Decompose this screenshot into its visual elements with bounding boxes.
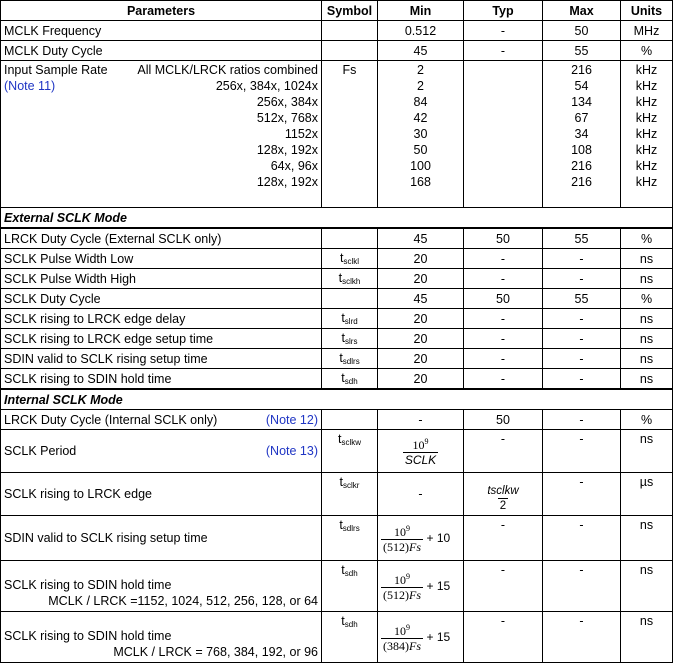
units-value: % xyxy=(621,41,673,61)
typ-value: - xyxy=(464,21,543,41)
condition-label: MCLK / LRCK =1152, 1024, 512, 256, 128, or 64 xyxy=(48,594,318,608)
units-value: ns xyxy=(621,329,673,349)
condition-label: 128x, 192x xyxy=(256,175,318,189)
symbol-cell xyxy=(322,21,378,41)
min-value: 20 xyxy=(378,349,464,369)
header-max: Max xyxy=(543,1,621,21)
typ-value: 50 xyxy=(464,229,543,249)
symbol-cell xyxy=(322,61,378,208)
condition-label: 1152x xyxy=(284,127,318,141)
symbol-cell xyxy=(322,229,378,249)
condition-label: 256x, 384x xyxy=(256,95,318,109)
units-value: ns xyxy=(621,349,673,369)
units-value: ns xyxy=(621,269,673,289)
param-label: SCLK rising to SDIN hold time xyxy=(4,629,172,643)
external-sclk-rows xyxy=(0,228,673,389)
param-label: LRCK Duty Cycle (External SCLK only) xyxy=(1,229,322,249)
condition-label: All MCLK/LRCK ratios combined xyxy=(137,63,318,77)
table-row xyxy=(1,612,673,663)
max-value: - xyxy=(543,269,621,289)
min-value: 45 xyxy=(378,41,464,61)
typ-formula: $\frac{\text{tsclkw}}{2}$ xyxy=(464,473,543,516)
condition-label: MCLK / LRCK = 768, 384, 192, or 96 xyxy=(113,645,318,659)
symbol-cell xyxy=(322,410,378,430)
max-value: - xyxy=(543,249,621,269)
min-value: 20 xyxy=(378,329,464,349)
typ-value: - xyxy=(464,516,543,561)
min-value: 42 xyxy=(413,111,428,125)
symbol-cell xyxy=(322,289,378,309)
max-value: 67 xyxy=(574,111,589,125)
max-value: 55 xyxy=(543,229,621,249)
units-value: kHz xyxy=(635,111,658,125)
symbol-cell: $t_{slrd}$ xyxy=(322,309,378,329)
units-value: % xyxy=(621,410,673,430)
param-label: SCLK rising to LRCK edge setup time xyxy=(1,329,322,349)
units-value: kHz xyxy=(635,159,658,173)
typ-value: - xyxy=(464,329,543,349)
formula-fraction: $\frac{10^9}{\text{SCLK}}$ xyxy=(404,437,437,467)
table-row xyxy=(1,329,673,349)
units-value: ns xyxy=(621,430,673,473)
units-value: ns xyxy=(621,612,673,663)
units-value: % xyxy=(621,229,673,249)
param-label: Input Sample Rate xyxy=(4,63,108,77)
table-row xyxy=(1,41,673,61)
units-column xyxy=(621,61,673,208)
units-value: kHz xyxy=(635,63,658,77)
table-row xyxy=(1,561,673,612)
typ-value: - xyxy=(464,41,543,61)
max-value: - xyxy=(543,516,621,561)
param-label: SDIN valid to SCLK rising setup time xyxy=(1,516,322,561)
param-label: SCLK rising to LRCK edge delay xyxy=(1,309,322,329)
symbol-cell: $t_{sdlrs}$ xyxy=(322,516,378,561)
internal-sclk-rows xyxy=(0,389,673,663)
param-label: SCLK rising to LRCK edge xyxy=(1,473,322,516)
table-row xyxy=(1,430,673,473)
table-row xyxy=(1,410,673,430)
symbol-cell: $t_{slrs}$ xyxy=(322,329,378,349)
max-value: 50 xyxy=(543,21,621,41)
param-label: SCLK Pulse Width Low xyxy=(1,249,322,269)
symbol-cell: $t_{sdh}$ xyxy=(322,612,378,663)
min-value: 50 xyxy=(413,143,428,157)
max-value: - xyxy=(543,349,621,369)
max-value: 55 xyxy=(543,289,621,309)
param-label: SCLK rising to SDIN hold time xyxy=(4,578,172,592)
units-value: MHz xyxy=(621,21,673,41)
symbol-cell: $t_{sdh}$ xyxy=(322,369,378,389)
max-value: 55 xyxy=(543,41,621,61)
max-value: - xyxy=(543,309,621,329)
units-value: ns xyxy=(621,516,673,561)
symbol-cell: $t_{sclkh}$ xyxy=(322,269,378,289)
max-value: 34 xyxy=(574,127,589,141)
param-label: SCLK rising to SDIN hold time xyxy=(1,369,322,389)
max-value: 216 xyxy=(571,159,592,173)
header-units: Units xyxy=(621,1,673,21)
typ-value: 50 xyxy=(464,410,543,430)
param-cell xyxy=(1,612,322,663)
condition-label: 128x, 192x xyxy=(256,143,318,157)
symbol-cell: $t_{sclkr}$ xyxy=(322,473,378,516)
input-rate-param-cell xyxy=(1,61,322,208)
timing-spec-table xyxy=(0,0,673,228)
max-value: - xyxy=(543,561,621,612)
table-row xyxy=(1,349,673,369)
min-value: 20 xyxy=(378,269,464,289)
max-column xyxy=(543,61,621,208)
units-value: kHz xyxy=(635,95,658,109)
param-label: LRCK Duty Cycle (Internal SCLK only) xyxy=(4,412,218,427)
param-cell xyxy=(1,430,322,473)
table-row xyxy=(1,229,673,249)
table-row xyxy=(1,369,673,389)
symbol-cell: $t_{sclkl}$ xyxy=(322,249,378,269)
param-label: SCLK Period xyxy=(4,444,77,458)
table-header-row xyxy=(1,1,673,21)
max-value: 108 xyxy=(571,143,592,157)
typ-value: 50 xyxy=(464,289,543,309)
min-value: 20 xyxy=(378,369,464,389)
typ-value: - xyxy=(464,249,543,269)
min-value: 20 xyxy=(378,309,464,329)
section-header-internal-sclk xyxy=(1,390,673,410)
header-parameters: Parameters xyxy=(1,1,322,21)
param-cell xyxy=(1,410,322,430)
param-label: SCLK Duty Cycle xyxy=(1,289,322,309)
param-label: SCLK Pulse Width High xyxy=(1,269,322,289)
units-value: µs xyxy=(621,473,673,516)
units-value: kHz xyxy=(635,79,658,93)
max-value: 54 xyxy=(574,79,589,93)
typ-value: - xyxy=(464,612,543,663)
table-row xyxy=(1,269,673,289)
min-value: - xyxy=(378,410,464,430)
units-value: kHz xyxy=(635,127,658,141)
min-formula: $\frac{10^9}{(512)Fs}$ + 15 xyxy=(378,561,464,612)
min-value: 168 xyxy=(410,175,431,189)
header-typ: Typ xyxy=(464,1,543,21)
table-row xyxy=(1,289,673,309)
table-row xyxy=(1,21,673,41)
min-formula: $\frac{10^9}{(384)Fs}$ + 15 xyxy=(378,612,464,663)
condition-label: 64x, 96x xyxy=(270,159,318,173)
table-row-input-sample-rate xyxy=(1,61,673,208)
symbol-cell xyxy=(322,41,378,61)
max-value: 134 xyxy=(571,95,592,109)
max-value: - xyxy=(543,430,621,473)
max-value: - xyxy=(543,369,621,389)
section-title: External SCLK Mode xyxy=(1,208,673,228)
typ-column xyxy=(464,61,543,208)
param-cell xyxy=(1,561,322,612)
units-value: ns xyxy=(621,369,673,389)
condition-label: 512x, 768x xyxy=(256,111,318,125)
typ-value: - xyxy=(464,269,543,289)
table-row xyxy=(1,473,673,516)
max-value: - xyxy=(543,329,621,349)
header-min: Min xyxy=(378,1,464,21)
note-12-link[interactable]: (Note 12) xyxy=(265,412,318,427)
section-header-external-sclk xyxy=(1,208,673,228)
min-value: 45 xyxy=(378,289,464,309)
min-value: 2 xyxy=(417,79,424,93)
table-row xyxy=(1,249,673,269)
units-value: kHz xyxy=(635,143,658,157)
typ-value: - xyxy=(464,309,543,329)
min-value: 45 xyxy=(378,229,464,249)
units-value: ns xyxy=(621,309,673,329)
units-value: ns xyxy=(621,249,673,269)
units-value: % xyxy=(621,289,673,309)
table-row xyxy=(1,516,673,561)
param-label: MCLK Duty Cycle xyxy=(1,41,322,61)
max-value: - xyxy=(543,473,621,516)
min-value: 30 xyxy=(413,127,428,141)
symbol-cell: $t_{sclkw}$ xyxy=(322,430,378,473)
typ-value: - xyxy=(464,561,543,612)
header-symbol: Symbol xyxy=(322,1,378,21)
param-label: MCLK Frequency xyxy=(1,21,322,41)
note-11-link[interactable]: (Note 11) xyxy=(4,79,56,93)
min-value: 84 xyxy=(413,95,428,109)
typ-value: - xyxy=(464,349,543,369)
symbol-fs: Fs xyxy=(342,63,357,77)
max-value: - xyxy=(543,612,621,663)
min-value: 0.512 xyxy=(378,21,464,41)
typ-value: - xyxy=(464,430,543,473)
min-value: 20 xyxy=(378,249,464,269)
table-row xyxy=(1,309,673,329)
symbol-cell: $t_{sdlrs}$ xyxy=(322,349,378,369)
min-column xyxy=(378,61,464,208)
min-formula: $\frac{10^9}{(512)Fs}$ + 10 xyxy=(378,516,464,561)
min-formula xyxy=(378,430,464,473)
min-value: - xyxy=(378,473,464,516)
units-value: ns xyxy=(621,561,673,612)
param-label: SDIN valid to SCLK rising setup time xyxy=(1,349,322,369)
symbol-cell: $t_{sdh}$ xyxy=(322,561,378,612)
section-title: Internal SCLK Mode xyxy=(1,390,673,410)
max-value: 216 xyxy=(571,63,592,77)
max-value: - xyxy=(543,410,621,430)
max-value: 216 xyxy=(571,175,592,189)
condition-label: 256x, 384x, 1024x xyxy=(215,79,318,93)
note-13-link[interactable]: (Note 13) xyxy=(265,444,318,458)
min-value: 100 xyxy=(410,159,431,173)
min-value: 2 xyxy=(417,63,424,77)
units-value: kHz xyxy=(635,175,658,189)
typ-value: - xyxy=(464,369,543,389)
